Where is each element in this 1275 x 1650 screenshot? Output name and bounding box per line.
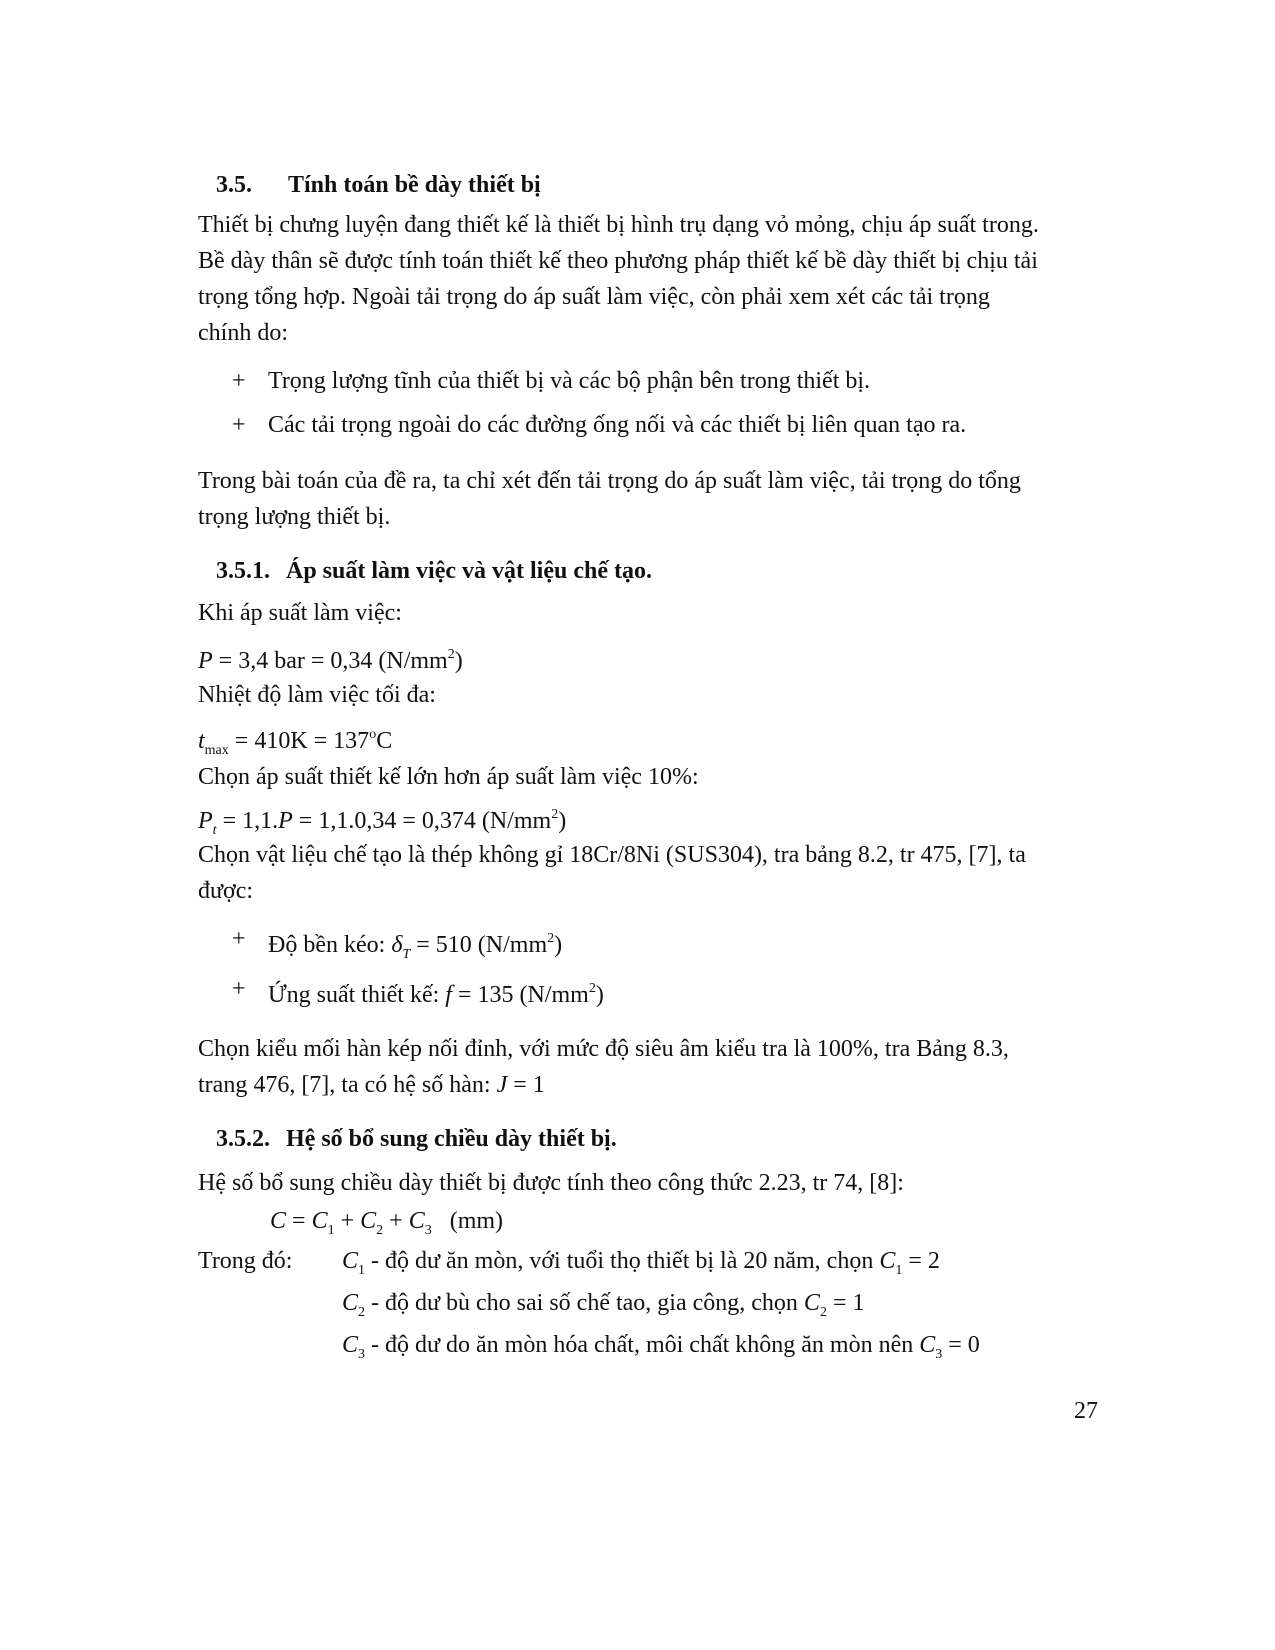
eq-var: C: [342, 1290, 359, 1316]
bullet-2: [232, 410, 246, 440]
def-text: - độ dư do ăn mòn hóa chất, môi chất không ăn mòn nên: [365, 1332, 920, 1358]
subsection-2-number: 3.5.2.: [216, 1126, 270, 1152]
eq-text: =: [286, 1208, 312, 1234]
eq-close: ): [558, 808, 567, 834]
subsection-1-number: 3.5.1.: [216, 558, 270, 584]
s1-line-1: Khi áp suất làm việc:: [198, 600, 402, 626]
eq-text: = 3,4 bar = 0,34 (N/mm: [212, 648, 448, 674]
s1-line-2: Nhiệt độ làm việc tối đa:: [198, 682, 436, 708]
eq-var: C: [360, 1208, 377, 1234]
eq-text: +: [334, 1208, 361, 1234]
eq-sub: 2: [358, 1305, 366, 1320]
eq-sub: T: [402, 947, 411, 962]
page-number: 27: [1074, 1398, 1098, 1424]
eq-sup: 2: [547, 931, 555, 946]
c3-definition: [342, 1330, 980, 1370]
s1-line-6: Chọn kiểu mối hàn kép nối đỉnh, với mức độ siêu âm kiểu tra là 100%, tra Bảng 8.3,: [198, 1036, 1009, 1062]
eq-sub: 3: [935, 1347, 943, 1362]
eq-text: = 1,1.: [216, 808, 279, 834]
intro-line-1: Thiết bị chưng luyện đang thiết kế là thiết bị hình trụ dạng vỏ mỏng, chịu áp suất trong.: [198, 212, 1039, 238]
s2-line-1: Hệ số bổ sung chiều dày thiết bị được tính theo công thức 2.23, tr 74, [8]:: [198, 1170, 904, 1196]
eq-pressure: [198, 640, 463, 676]
bullet-1: [232, 366, 246, 396]
weld-text: trang 476, [7], ta có hệ số hàn:: [198, 1072, 497, 1098]
eq-var: C: [311, 1208, 328, 1234]
subsection-2-title: Hệ số bổ sung chiều dày thiết bị.: [286, 1126, 617, 1152]
subsection-1-title: Áp suất làm việc và vật liệu chế tạo.: [286, 558, 652, 584]
eq-text: +: [383, 1208, 409, 1234]
c2-definition: [342, 1288, 864, 1328]
para2-line-1: Trong bài toán của đề ra, ta chỉ xét đến tải trọng do áp suất làm việc, tải trọng do tổng: [198, 468, 1021, 494]
eq-var: C: [342, 1332, 359, 1358]
eq-var: C: [879, 1248, 896, 1274]
eq-text: = 410K = 137: [228, 728, 370, 754]
eq-text: = 135 (N/mm: [451, 982, 589, 1008]
bullet-symbol: +: [232, 976, 246, 1002]
bullet-symbol: +: [232, 368, 246, 394]
bullet-4: [232, 974, 246, 1004]
eq-sub: 2: [376, 1223, 384, 1238]
eq-c-sum: [270, 1206, 503, 1246]
section-number: 3.5.: [216, 172, 252, 198]
c1-definition: [342, 1246, 940, 1286]
eq-var: C: [919, 1332, 936, 1358]
eq-var: C: [408, 1208, 425, 1234]
eq-text: = 2: [902, 1248, 940, 1274]
bullet-design-stress: [268, 974, 604, 1010]
section-heading: [216, 170, 541, 200]
eq-var: C: [803, 1290, 820, 1316]
eq-close: ): [454, 648, 463, 674]
eq-text: = 1,1.0,34 = 0,374 (N/mm: [292, 808, 552, 834]
subsection-2-heading: [216, 1124, 617, 1154]
eq-temperature: [198, 720, 392, 766]
def-text: - độ dư bù cho sai số chế tao, gia công, chọn: [365, 1290, 804, 1316]
where-label: Trong đó:: [198, 1248, 293, 1274]
eq-var: δ: [391, 932, 403, 958]
section-title: Tính toán bề dày thiết bị: [288, 172, 541, 198]
bullet-label: Ứng suất thiết kế:: [268, 982, 446, 1008]
intro-line-3: trọng tổng hợp. Ngoài tải trọng do áp suất làm việc, còn phải xem xét các tải trọng: [198, 284, 990, 310]
bullet-symbol: +: [232, 412, 246, 438]
eq-var: P: [278, 808, 293, 834]
bullet-symbol: +: [232, 926, 246, 952]
para2-line-2: trọng lượng thiết bị.: [198, 504, 391, 530]
intro-line-4: chính do:: [198, 320, 288, 346]
eq-unit: (mm): [431, 1208, 504, 1234]
eq-sub: 3: [358, 1347, 366, 1362]
s1-line-4: Chọn vật liệu chế tạo là thép không gỉ 18Cr/8Ni (SUS304), tra bảng 8.2, tr 475, [7], ta: [198, 842, 1026, 868]
bullet-1-text: Trọng lượng tĩnh của thiết bị và các bộ phận bên trong thiết bị.: [268, 368, 871, 394]
eq-var: J: [496, 1072, 508, 1098]
bullet-2-text: Các tải trọng ngoài do các đường ống nối và các thiết bị liên quan tạo ra.: [268, 412, 967, 438]
eq-sub: 3: [424, 1223, 432, 1238]
eq-var: C: [270, 1208, 287, 1234]
eq-sub: 1: [895, 1263, 903, 1278]
subsection-1-heading: [216, 556, 652, 586]
s1-line-3: Chọn áp suất thiết kế lớn hơn áp suất làm việc 10%:: [198, 764, 699, 790]
eq-var: P: [198, 808, 213, 834]
eq-sub: 1: [327, 1223, 335, 1238]
eq-sub: max: [204, 743, 229, 758]
eq-text: = 1: [507, 1072, 545, 1098]
eq-text: = 1: [826, 1290, 865, 1316]
eq-var: P: [198, 648, 213, 674]
eq-sup: 2: [551, 807, 559, 822]
eq-close: ): [554, 932, 563, 958]
eq-unit: C: [376, 728, 393, 754]
eq-sub: t: [212, 823, 217, 838]
eq-text: = 0: [942, 1332, 980, 1358]
eq-var: C: [342, 1248, 359, 1274]
s1-line-7: [198, 1070, 545, 1100]
s1-line-5: được:: [198, 878, 254, 904]
intro-line-2: Bề dày thân sẽ được tính toán thiết kế theo phương pháp thiết kế bề dày thiết bị chịu tải: [198, 248, 1038, 274]
eq-var: t: [198, 728, 205, 754]
eq-var: f: [445, 982, 452, 1008]
eq-sup: 2: [588, 981, 596, 996]
bullet-label: Độ bền kéo:: [268, 932, 392, 958]
eq-sup: 2: [447, 647, 455, 662]
eq-sub: 2: [819, 1305, 827, 1320]
bullet-3: [232, 924, 246, 954]
eq-degree: o: [369, 727, 377, 742]
eq-close: ): [595, 982, 604, 1008]
eq-sub: 1: [358, 1263, 366, 1278]
eq-text: = 510 (N/mm: [410, 932, 548, 958]
def-text: - độ dư ăn mòn, với tuổi thọ thiết bị là 20 năm, chọn: [365, 1248, 880, 1274]
bullet-tensile: [268, 924, 562, 970]
